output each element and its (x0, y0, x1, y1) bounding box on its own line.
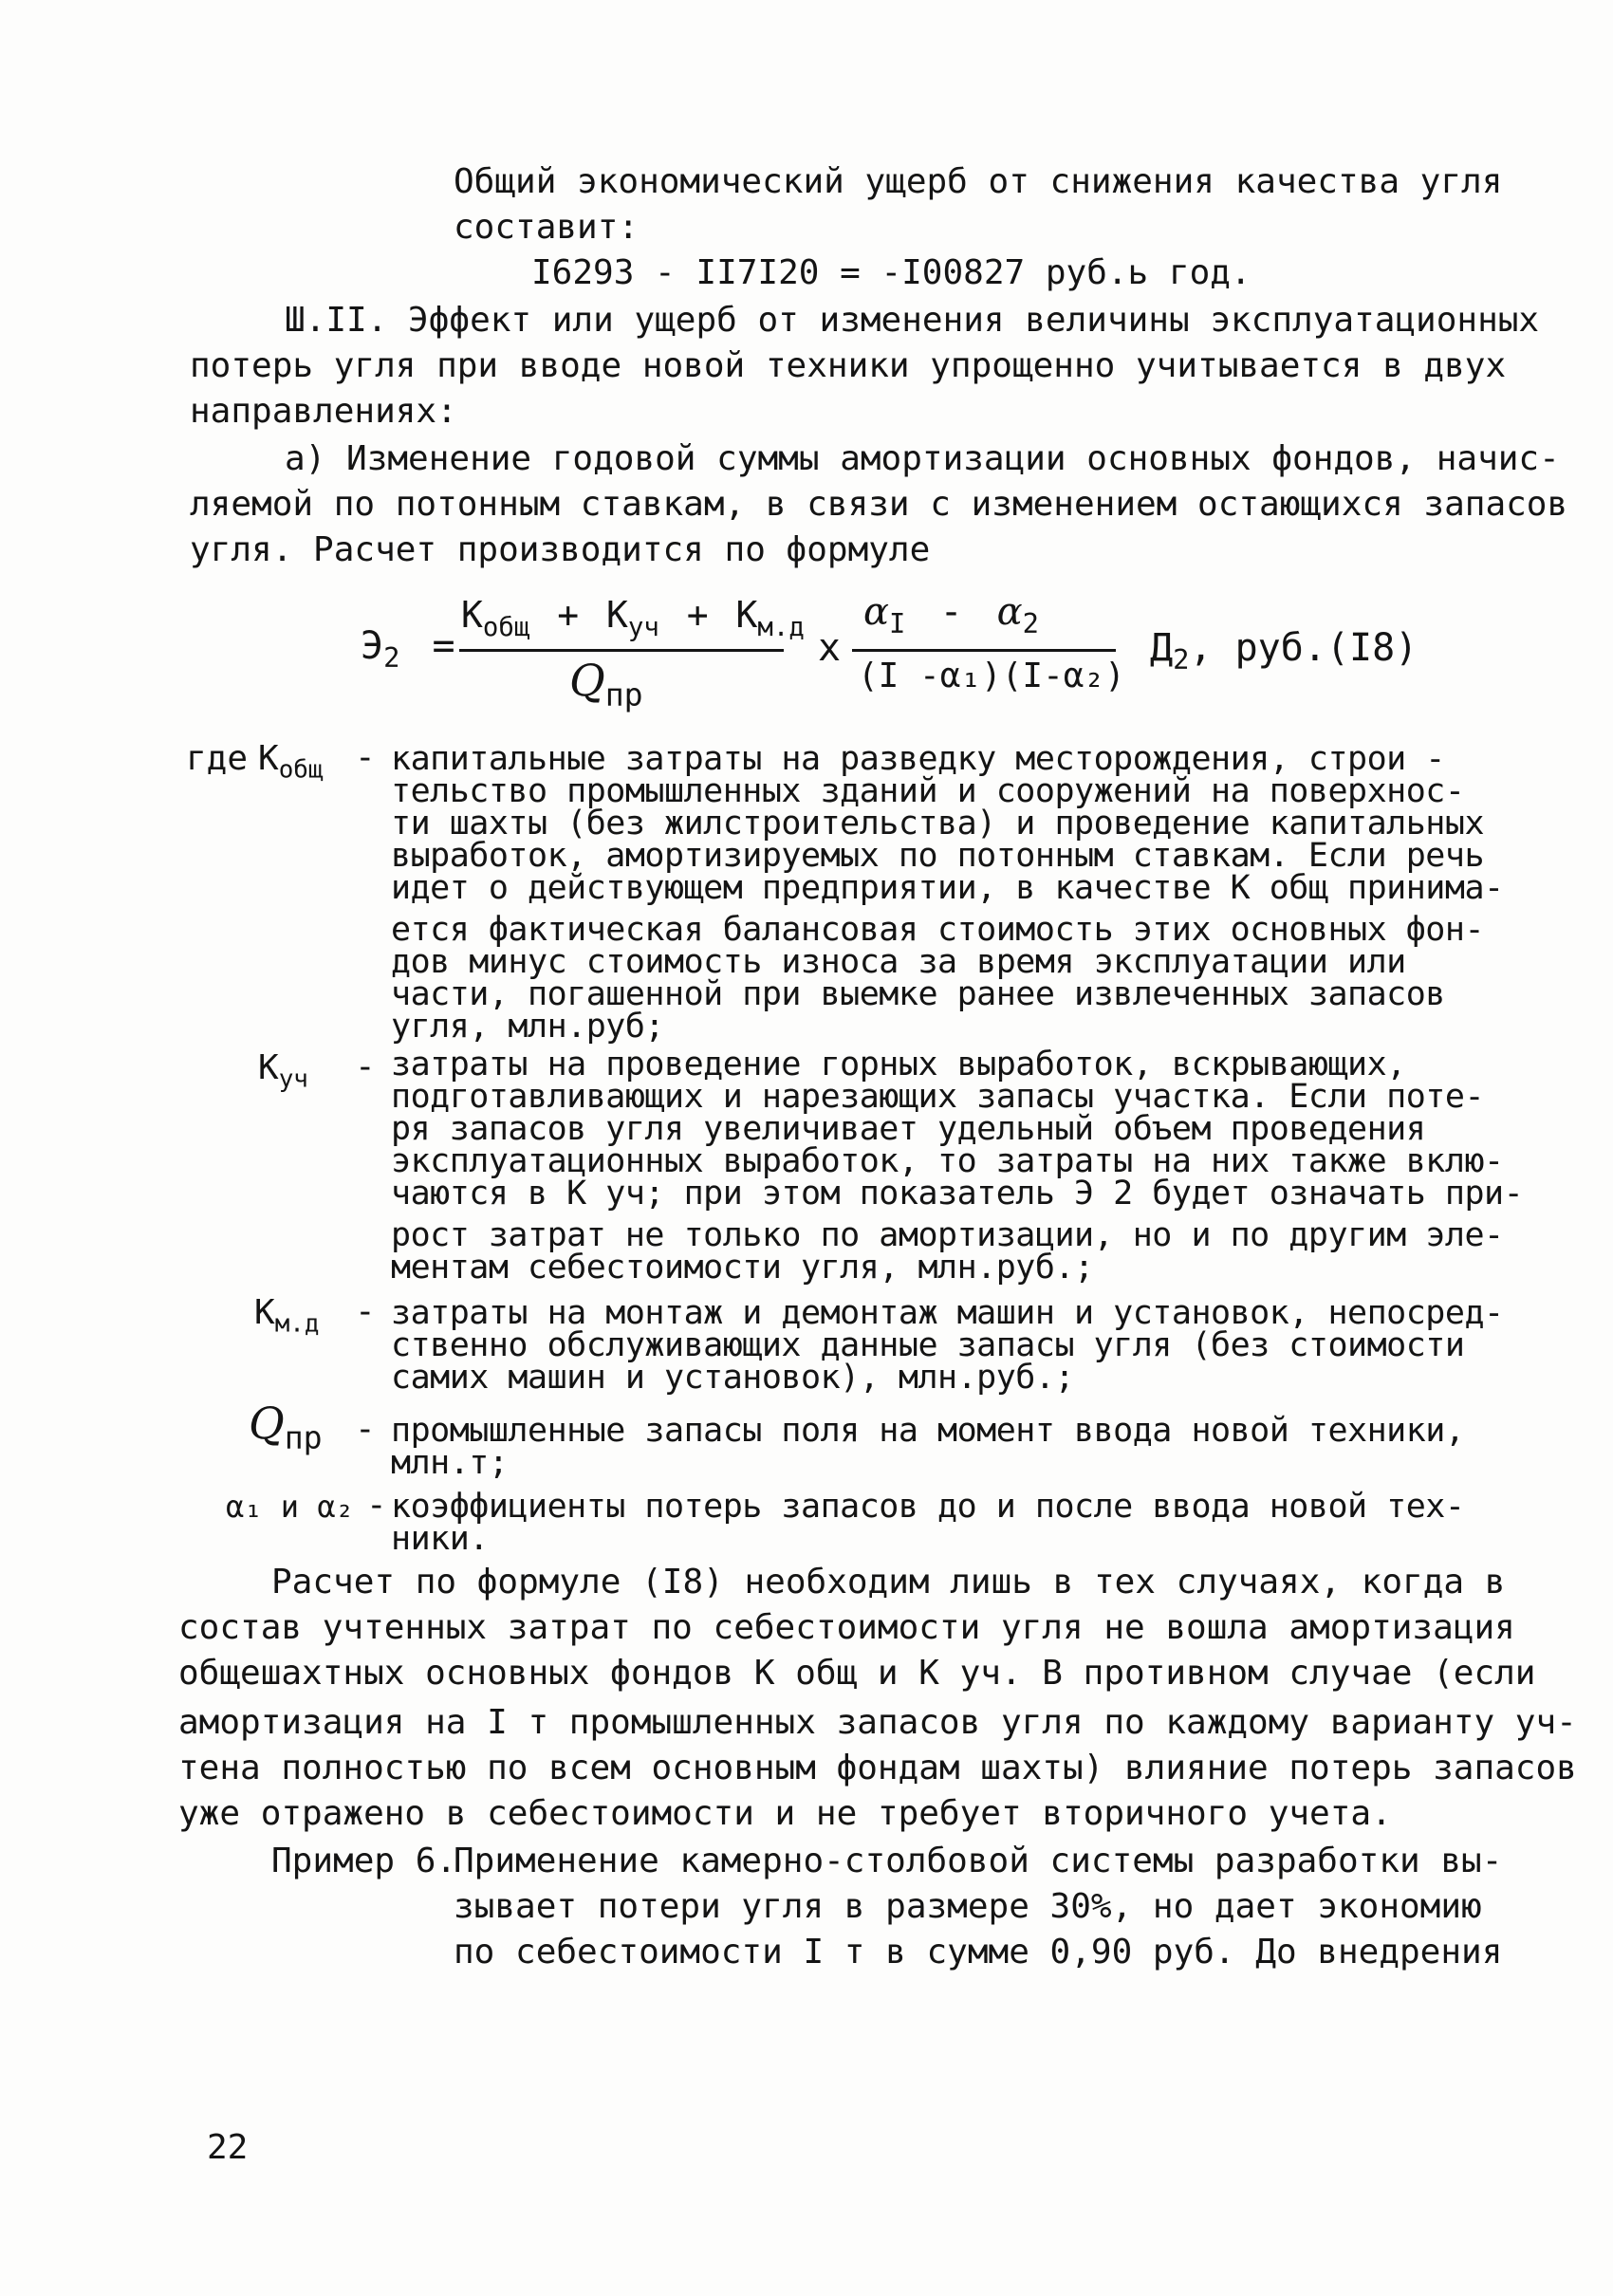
def-q-line-1: млн.т; (391, 1444, 509, 1482)
para-calc-line-6: уже отражено в себестоимости и не требует вторичного учета. (178, 1794, 1392, 1833)
example-label: Пример 6. (271, 1842, 457, 1880)
def-q-symbol: $Q_{пр}$ (249, 1398, 323, 1456)
def-k-uch-line-5: рост затрат не только по амортизации, но и по другим эле- (391, 1216, 1504, 1254)
def-k-obsch-line-4: идет о действующем предприятии, в качестве К общ принима- (391, 869, 1504, 907)
item-a-line-3: угля. Расчет производится по формуле (190, 530, 931, 569)
formula-numerator-2: $\alpha_I - \alpha_2$ (863, 590, 1039, 640)
def-where: где (186, 739, 249, 778)
def-k-uch-dash: - (355, 1047, 376, 1086)
def-q-line-0: промышленные запасы поля на момент ввода новой техники, (391, 1412, 1465, 1450)
def-k-md-dash: - (355, 1292, 376, 1331)
para-calc-line-3: общешахтных основных фондов К общ и К уч. В противном случае (если (178, 1654, 1536, 1693)
formula-fraction-bar-1 (459, 649, 784, 652)
section-line-3: направлениях: (190, 392, 457, 431)
def-k-uch-line-1: подготавливающих и нарезающих запасы участка. Если поте- (391, 1078, 1485, 1116)
page-number: 22 (207, 2128, 249, 2167)
formula-numerator: $К_{общ} + К_{уч} + К_{м.д}$ (461, 594, 805, 642)
def-k-obsch-line-6: дов минус стоимость износа за время эксплуатации или (391, 943, 1406, 981)
section-line-2: потерь угля при вводе новой техники упрощенно учитывается в двух (190, 346, 1507, 385)
def-alpha-dash: - (366, 1486, 387, 1525)
para-calc-line-2: состав учтенных затрат по себестоимости угля не вошла амортизация (178, 1608, 1515, 1647)
def-k-obsch-symbol: $К_{общ}$ (258, 739, 324, 785)
def-k-obsch-line-2: ти шахты (без жилстроительства) и проведение капитальных (391, 805, 1485, 842)
def-k-md-line-0: затраты на монтаж и демонтаж машин и установок, непосред- (391, 1294, 1504, 1332)
def-k-obsch-line-5: ется фактическая балансовая стоимость этих основных фон- (391, 911, 1485, 949)
def-k-obsch-dash: - (355, 738, 376, 777)
intro-calc: I6293 - II7I20 = -I00827 руб.ь год. (531, 253, 1251, 292)
def-k-obsch-line-0: капитальные затраты на разведку месторождения, строи - (391, 740, 1445, 778)
formula-denominator-2: (I -α₁)(I-α₂) (858, 657, 1125, 695)
def-k-obsch-line-1: тельство промышленных зданий и сооружений на поверхнос- (391, 772, 1465, 810)
def-k-uch-line-3: эксплуатационных выработок, то затраты на них также вклю- (391, 1142, 1504, 1180)
def-k-uch-line-0: затраты на проведение горных выработок, вскрывающих, (391, 1046, 1406, 1083)
formula-tail: $Д_2$, руб.(I8) (1150, 626, 1418, 676)
section-line-1: Ш.II. Эффект или ущерб от изменения величины эксплуатационных (285, 301, 1540, 340)
para-calc-line-1: Расчет по формуле (I8) необходим лишь в тех случаях, когда в (271, 1563, 1506, 1602)
item-a-line-1: а) Изменение годовой суммы амортизации основных фондов, начис- (285, 439, 1560, 478)
def-k-obsch-line-3: выработок, амортизируемых по потонным ставкам. Если речь (391, 837, 1485, 875)
def-k-obsch-line-7: части, погашенной при выемке ранее извлеченных запасов (391, 975, 1445, 1013)
para-calc-line-4: амортизация на I т промышленных запасов угля по каждому варианту уч- (178, 1703, 1577, 1742)
def-k-uch-line-2: ря запасов угля увеличивает удельный объем проведения (391, 1110, 1426, 1148)
def-k-uch-symbol: $К_{уч}$ (258, 1048, 308, 1094)
def-alpha-line-0: коэффициенты потерь запасов до и после ввода новой тех- (391, 1488, 1465, 1526)
item-a-line-2: ляемой по потонным ставкам, в связи с изменением остающихся запасов (190, 485, 1568, 524)
def-alpha-line-1: ники. (391, 1520, 489, 1558)
formula-times: х (818, 626, 842, 670)
def-k-uch-line-6: ментам себестоимости угля, млн.руб.; (391, 1249, 1094, 1287)
def-k-md-symbol: $К_{м.д}$ (254, 1293, 320, 1339)
formula-lhs: $Э_2$ = (361, 624, 455, 675)
formula-fraction-bar-2 (852, 649, 1116, 652)
def-q-dash: - (355, 1410, 376, 1449)
formula-denominator: $Q_{пр}$ (569, 655, 643, 713)
def-alpha-symbol: α₁ и α₂ (226, 1489, 354, 1525)
def-k-md-line-1: ственно обслуживающих данные запасы угля (без стоимости (391, 1326, 1465, 1364)
example-line-3: по себестоимости I т в сумме 0,90 руб. До внедрения (454, 1933, 1503, 1972)
def-k-uch-line-4: чаются в К уч; при этом показатель Э 2 будет означать при- (391, 1175, 1524, 1213)
para-calc-line-5: тена полностью по всем основным фондам шахты) влияние потерь запасов (178, 1749, 1577, 1787)
intro-line-2: составит: (454, 208, 640, 247)
example-line-2: зывает потери угля в размере 30%, но дает экономию (454, 1887, 1482, 1926)
def-k-md-line-2: самих машин и установок), млн.руб.; (391, 1359, 1075, 1397)
def-k-obsch-line-8: угля, млн.руб; (391, 1008, 665, 1046)
example-line-1: Применение камерно-столбовой системы разработки вы- (454, 1842, 1503, 1880)
intro-line-1: Общий экономический ущерб от снижения качества угля (454, 162, 1503, 201)
